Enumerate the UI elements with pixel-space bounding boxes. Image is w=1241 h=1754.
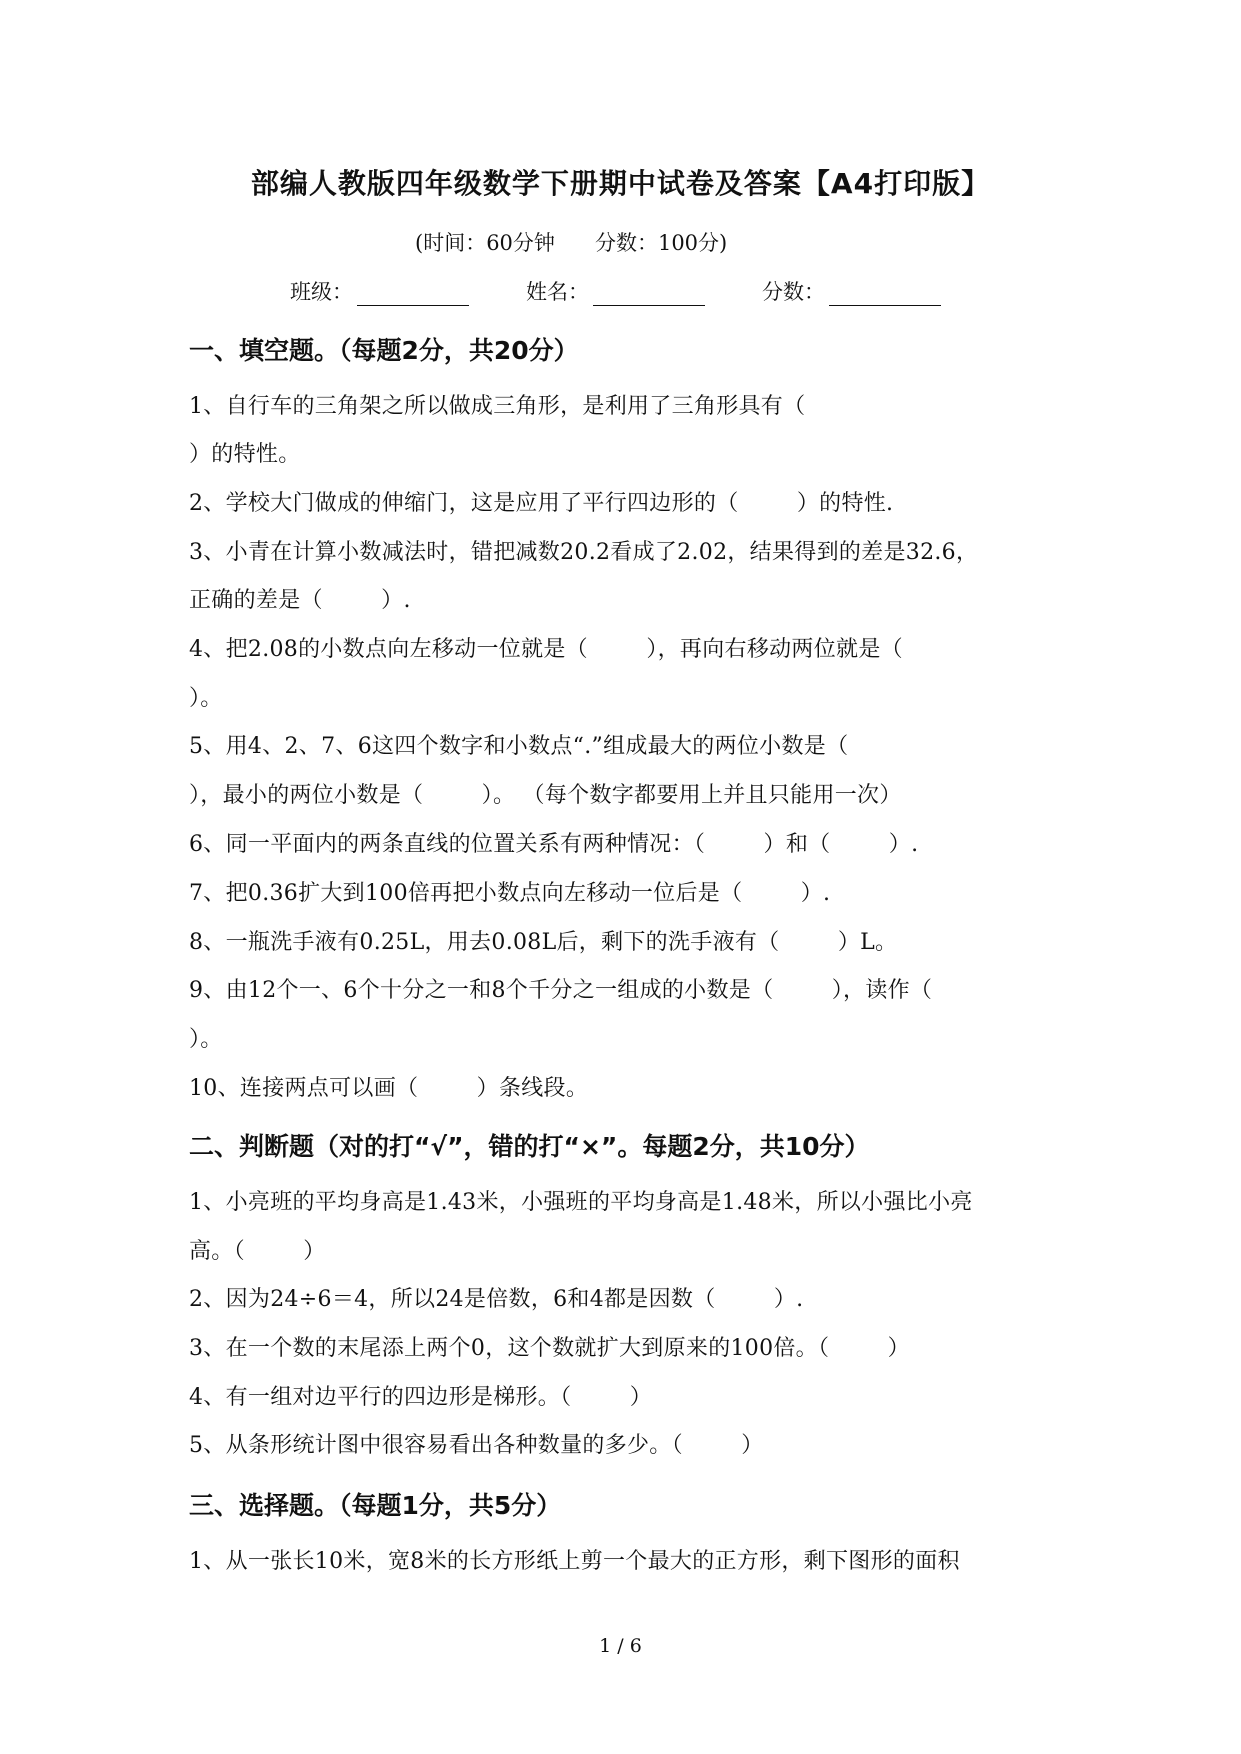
- question-line: 8、一瓶洗手液有0.25L，用去0.08L后，剩下的洗手液有（ ）L。: [189, 930, 898, 955]
- question-line: 4、有一组对边平行的四边形是梯形。（ ）: [189, 1385, 653, 1410]
- question-line: 1、小亮班的平均身高是1.43米，小强班的平均身高是1.48米，所以小强比小亮: [189, 1190, 973, 1215]
- question-line: 9、由12个一、6个十分之一和8个千分之一组成的小数是（ ），读作（: [189, 978, 933, 1003]
- class-blank[interactable]: [357, 283, 469, 306]
- question-line: 7、把0.36扩大到100倍再把小数点向左移动一位后是（ ）.: [189, 881, 831, 906]
- question-line: 4、把2.08的小数点向左移动一位就是（ ），再向右移动两位就是（: [189, 637, 903, 662]
- question-line: 6、同一平面内的两条直线的位置关系有两种情况：（ ）和（ ）.: [189, 832, 919, 857]
- class-field: [290, 276, 469, 306]
- page-number: 1 / 6: [599, 1635, 642, 1657]
- question-line: ），最小的两位小数是（ ）。 （每个数字都要用上并且只能用一次）: [189, 783, 902, 808]
- score-field: [762, 276, 941, 306]
- question-line: 2、学校大门做成的伸缩门，这是应用了平行四边形的（ ）的特性.: [189, 491, 894, 516]
- question-line: 高。（ ）: [189, 1239, 326, 1264]
- section-heading: 二、判断题（对的打“√”，错的打“×”。每题2分，共10分）: [189, 1132, 870, 1161]
- page-title: 部编人教版四年级数学下册期中试卷及答案【A4打印版】: [250, 167, 991, 200]
- question-line: 5、用4、2、7、6这四个数字和小数点“.”组成最大的两位小数是（: [189, 734, 849, 759]
- question-line: ）的特性。: [189, 442, 301, 467]
- exam-subtitle: (时间：60分钟 分数：100分): [415, 231, 728, 255]
- question-line: 3、在一个数的末尾添上两个0，这个数就扩大到原来的100倍。（ ）: [189, 1336, 910, 1361]
- question-line: 10、连接两点可以画（ ）条线段。: [189, 1076, 589, 1101]
- question-line: 5、从条形统计图中很容易看出各种数量的多少。（ ）: [189, 1433, 764, 1458]
- class-label: 班级：: [290, 280, 353, 304]
- question-line: ）。: [189, 686, 223, 711]
- name-label: 姓名：: [526, 280, 589, 304]
- name-field: [526, 276, 705, 306]
- question-line: 正确的差是（ ）.: [189, 588, 411, 613]
- section-heading: 一、填空题。（每题2分，共20分）: [189, 336, 579, 365]
- question-line: ）。: [189, 1027, 223, 1052]
- name-blank[interactable]: [593, 283, 705, 306]
- score-blank[interactable]: [829, 283, 941, 306]
- section-heading: 三、选择题。（每题1分，共5分）: [189, 1491, 562, 1520]
- question-line: 1、从一张长10米，宽8米的长方形纸上剪一个最大的正方形，剩下图形的面积: [189, 1549, 960, 1574]
- question-line: 3、小青在计算小数减法时，错把减数20.2看成了2.02，结果得到的差是32.6，: [189, 540, 979, 565]
- question-line: 2、因为24÷6＝4，所以24是倍数，6和4都是因数（ ）.: [189, 1287, 804, 1312]
- score-label: 分数：: [762, 280, 825, 304]
- question-line: 1、自行车的三角架之所以做成三角形，是利用了三角形具有（: [189, 394, 806, 419]
